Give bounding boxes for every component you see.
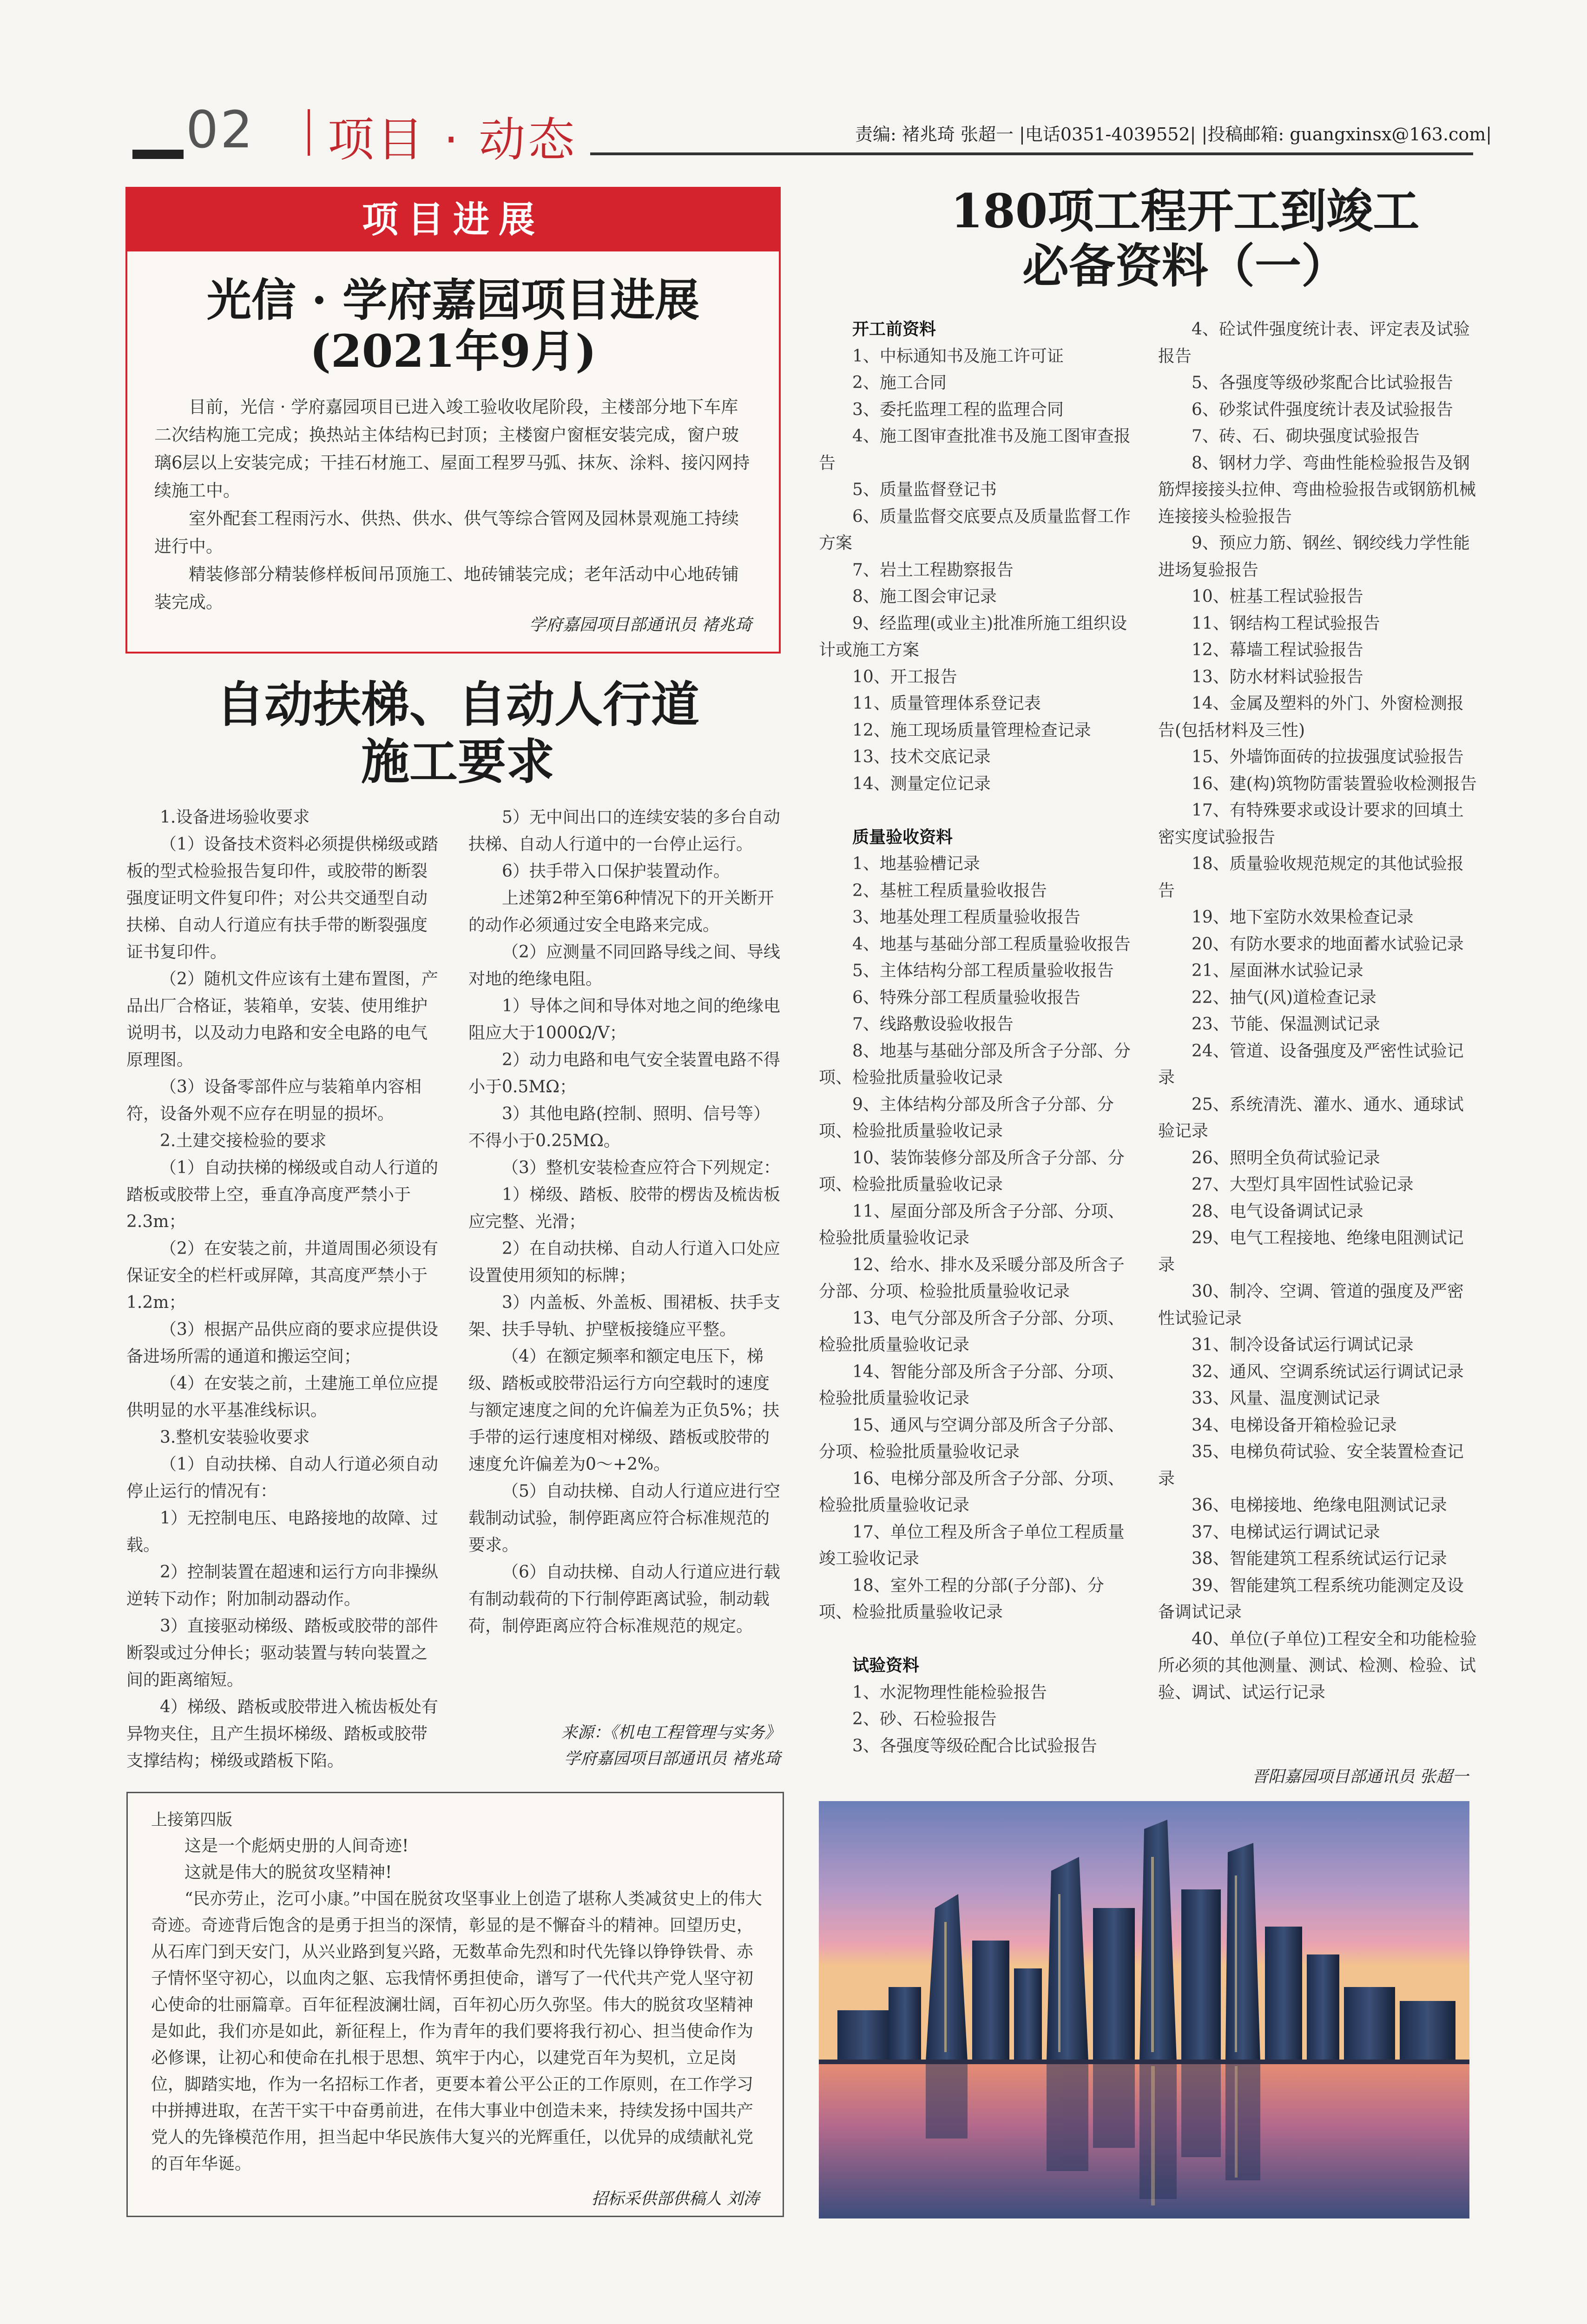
header-bar-decoration: [132, 150, 184, 159]
list-item: 13、电气分部及所含子分部、分项、检验批质量验收记录: [819, 1308, 1125, 1354]
list-item: 33、风量、温度测试记录: [1192, 1389, 1380, 1408]
list-item: 29、电气工程接地、绝缘电阻测试记录: [1158, 1228, 1464, 1274]
list-item: 13、技术交底记录: [852, 747, 991, 766]
list-item: 22、抽气(风)道检查记录: [1192, 988, 1376, 1007]
paragraph: （2）在安装之前，井道周围必须设有保证安全的栏杆或屏障，其高度严禁小于1.2m；: [126, 1239, 438, 1312]
paragraph: （1）设备技术资料必须提供梯级或踏板的型式检验报告复印件，或胶带的断裂强度证明文件复印件；对公共交通型自动扶梯、自动人行道应有扶手带的断裂强度证书复印件。: [126, 835, 438, 962]
progress-title-line1: 光信 · 学府嘉园项目进展: [206, 274, 700, 326]
list-item: 10、桩基工程试验报告: [1192, 587, 1363, 606]
list-item: 18、质量验收规范规定的其他试验报告: [1158, 854, 1464, 900]
paragraph: 2）在自动扶梯、自动人行道入口处应设置使用须知的标牌；: [468, 1239, 780, 1285]
paragraph: （2）随机文件应该有土建布置图，产品出厂合格证，装箱单，安装、使用维护说明书，以及动力电路和安全电路的电气原理图。: [126, 970, 438, 1070]
list-item: 6、质量监督交底要点及质量监督工作方案: [819, 507, 1131, 553]
paragraph: （2）应测量不同回路导线之间、导线对地的绝缘电阻。: [468, 943, 780, 989]
paragraph: 室外配套工程雨污水、供热、供水、供气等综合管网及园林景观施工持续进行中。: [154, 508, 739, 556]
list-item: 16、电梯分部及所含子分部、分项、检验批质量验收记录: [819, 1469, 1125, 1515]
list-item: 13、防水材料试验报告: [1192, 667, 1363, 687]
list-item: 2、基桩工程质量验收报告: [852, 881, 1047, 900]
list-item: 8、地基与基础分部及所含子分部、分项、检验批质量验收记录: [819, 1041, 1131, 1087]
list-section-heading: 质量验收资料: [852, 827, 953, 847]
list-item: 8、施工图会审记录: [852, 587, 997, 606]
checklist-signature: 晋阳嘉园项目部通讯员 张超一: [1251, 1768, 1468, 1786]
list-item: 8、钢材力学、弯曲性能检验报告及钢筋焊接接头拉伸、弯曲检验报告或钢筋机械连接接头检验报告: [1158, 453, 1476, 526]
continued-article-box: [126, 1792, 784, 2217]
header-divider: [308, 109, 310, 156]
spacer: [819, 1626, 1135, 1653]
list-item: 31、制冷设备试运行调试记录: [1192, 1335, 1414, 1354]
list-item: 19、地下室防水效果检查记录: [1192, 908, 1414, 927]
paragraph: （3）设备零部件应与装箱单内容相符，设备外观不应存在明显的损坏。: [126, 1077, 421, 1123]
list-item: 11、钢结构工程试验报告: [1192, 614, 1380, 633]
continued-signature: 招标采供部供稿人 刘涛: [591, 2190, 759, 2208]
city-skyline-photo: [819, 1801, 1469, 2218]
list-section-heading: 开工前资料: [852, 319, 936, 339]
list-item: 12、幕墙工程试验报告: [1192, 640, 1363, 660]
list-item: 35、电梯负荷试验、安全装置检查记录: [1158, 1442, 1464, 1488]
list-item: 10、开工报告: [852, 667, 957, 687]
list-item: 2、施工合同: [852, 373, 947, 392]
list-item: 37、电梯试运行调试记录: [1192, 1522, 1380, 1542]
list-item: 9、主体结构分部及所含子分部、分项、检验批质量验收记录: [819, 1095, 1114, 1141]
list-item: 6、特殊分部工程质量验收报告: [852, 988, 1080, 1007]
spacer: [819, 797, 1135, 824]
list-item: 20、有防水要求的地面蓄水试验记录: [1192, 934, 1464, 954]
list-item: 14、测量定位记录: [852, 774, 991, 793]
paragraph: 3）其他电路(控制、照明、信号等）不得小于0.25MΩ。: [468, 1104, 770, 1150]
paragraph: （5）自动扶梯、自动人行道应进行空载制动试验，制停距离应符合标准规范的要求。: [468, 1482, 780, 1555]
list-item: 30、制冷、空调、管道的强度及严密性试验记录: [1158, 1282, 1464, 1328]
list-item: 9、经监理(或业主)批准所施工组织设计或施工方案: [819, 614, 1127, 660]
list-item: 14、金属及塑料的外门、外窗检测报告(包括材料及三性): [1158, 694, 1464, 740]
paragraph: 这就是伟大的脱贫攻坚精神!: [184, 1863, 392, 1882]
list-item: 1、地基验槽记录: [852, 854, 980, 873]
checklist-title-line2: 必备资料（一）: [1022, 238, 1348, 293]
paragraph: （1）自动扶梯、自动人行道必须自动停止运行的情况有：: [126, 1455, 438, 1501]
list-item: 7、线路敷设验收报告: [852, 1015, 1014, 1034]
paragraph: “民亦劳止，汔可小康。”中国在脱贫攻坚事业上创造了堪称人类减贫史上的伟大奇迹。奇迹背后饱含的是勇于担当的深情，彰显的是不懈奋斗的精神。回望历史，从石库门到天安门，从兴业路到复兴路，无数革命先烈和时代先锋以铮铮铁骨、赤子情怀坚守初心，以血肉之躯、忘我情怀勇担使命，谱写了一代代共产党人坚守初心使命的壮丽篇章。百年征程波澜壮阔，百年初心历久弥坚。伟大的脱贫攻坚精神是如此，我们亦是如此，新征程上，作为青年的我们要将我行初心、担当使命作为必修课，让初心和使命在扎根于思想、筑牢于内心，以建党百年为契机，立足岗位，脚踏实地，作为一名招标工作者，更要本着公平公正的工作原则，在工作学习中拼搏进取，在苦干实干中奋勇前进，在伟大事业中创造未来，持续发扬中国共产党人的先锋模范作用，担当起中华民族伟大复兴的光辉重任，以优异的成绩献礼党的百年华诞。: [151, 1889, 762, 2173]
list-section-heading: 试验资料: [852, 1656, 920, 1675]
paragraph: 4）梯级、踏板或胶带进入梳齿板处有异物夹住，且产生损坏梯级、踏板或胶带支撑结构；梯级或踏板下陷。: [126, 1697, 438, 1770]
list-item: 17、有特殊要求或设计要求的回填土密实度试验报告: [1158, 801, 1464, 847]
paragraph: 1）导体之间和导体对地之间的绝缘电阻应大于1000Ω/V；: [468, 997, 780, 1043]
list-item: 4、施工图审查批准书及施工图审查报告: [819, 427, 1131, 473]
paragraph: 目前，光信 · 学府嘉园项目已进入竣工验收收尾阶段，主楼部分地下车库二次结构施工完成；换热站主体结构已封顶；主楼窗户窗框安装完成，窗户玻璃6层以上安装完成；干挂石材施工、屋面工程罗马弧、抹灰、涂料、接闪网持续施工中。: [154, 397, 750, 501]
paragraph: （3）根据产品供应商的要求应提供设备进场所需的通道和搬运空间；: [126, 1320, 438, 1366]
progress-title: [127, 275, 779, 377]
paragraph: （4）在安装之前，土建施工单位应提供明显的水平基准线标识。: [126, 1374, 438, 1420]
paragraph: 3.整机安装验收要求: [160, 1428, 310, 1447]
list-item: 17、单位工程及所含子单位工程质量竣工验收记录: [819, 1522, 1125, 1568]
list-item: 32、通风、空调系统试运行调试记录: [1192, 1362, 1464, 1381]
list-item: 38、智能建筑工程系统试运行记录: [1192, 1549, 1447, 1568]
paragraph: 这是一个彪炳史册的人间奇迹!: [184, 1836, 409, 1855]
checklist-title-line1: 180项工程开工到竣工: [950, 184, 1420, 238]
progress-body: [154, 393, 754, 616]
escalator-source-line: 来源：《机电工程管理与实务》: [561, 1723, 781, 1742]
escalator-column-2: [468, 804, 785, 1640]
paragraph: 1）梯级、踏板、胶带的楞齿及梳齿板应完整、光滑；: [468, 1185, 780, 1231]
list-item: 15、外墙饰面砖的拉拔强度试验报告: [1192, 747, 1464, 766]
list-item: 4、地基与基础分部工程质量验收报告: [852, 934, 1131, 954]
escalator-article-title: [139, 676, 776, 790]
list-item: 39、智能建筑工程系统功能测定及设备调试记录: [1158, 1576, 1464, 1622]
paragraph: 6）扶手带入口保护装置动作。: [502, 862, 730, 881]
list-item: 34、电梯设备开箱检验记录: [1192, 1415, 1397, 1435]
paragraph: 上述第2种至第6种情况下的开关断开的动作必须通过安全电路来完成。: [468, 889, 774, 935]
list-item: 3、各强度等级砼配合比试验报告: [852, 1736, 1097, 1756]
escalator-source: [479, 1720, 781, 1772]
escalator-signature: 学府嘉园项目部通讯员 褚兆琦: [564, 1750, 781, 1768]
list-item: 3、委托监理工程的监理合同: [852, 400, 1064, 419]
list-item: 1、中标通知书及施工许可证: [852, 346, 1064, 366]
list-item: 25、系统清洗、灌水、通水、通球试验记录: [1158, 1095, 1464, 1141]
paragraph: 2）控制装置在超速和运行方向非操纵逆转下动作；附加制动器动作。: [126, 1563, 438, 1609]
list-item: 12、给水、排水及采暖分部及所含子分部、分项、检验批质量验收记录: [819, 1255, 1125, 1301]
list-item: 18、室外工程的分部(子分部)、分项、检验批质量验收记录: [819, 1576, 1104, 1622]
editor-info: 责编: 褚兆琦 张超一 |电话0351-4039552| |投稿邮箱: guangxinsx@163.com|: [855, 124, 1492, 145]
list-item: 15、通风与空调分部及所含子分部、分项、检验批质量验收记录: [819, 1415, 1125, 1461]
list-item: 3、地基处理工程质量验收报告: [852, 908, 1080, 927]
list-item: 40、单位(子单位)工程安全和功能检验所必须的其他测量、测试、检测、检验、试验、调试、试运行记录: [1158, 1629, 1477, 1702]
escalator-title-line2: 施工要求: [361, 733, 554, 790]
paragraph: 2.土建交接检验的要求: [160, 1131, 327, 1150]
checklist-column-1: [819, 316, 1135, 1759]
list-item: 36、电梯接地、绝缘电阻测试记录: [1192, 1496, 1447, 1515]
checklist-article-title: [860, 184, 1510, 293]
continued-lead: 上接第四版: [151, 1811, 233, 1829]
skyline-illustration: [819, 1801, 1469, 2218]
paragraph: 1）无控制电压、电路接地的故障、过载。: [126, 1509, 438, 1555]
project-progress-box: [125, 187, 781, 654]
list-item: 7、砖、石、砌块强度试验报告: [1192, 427, 1420, 446]
list-item: 5、质量监督登记书: [852, 480, 997, 499]
list-item: 12、施工现场质量管理检查记录: [852, 720, 1091, 740]
list-item: 21、屋面淋水试验记录: [1192, 961, 1363, 980]
paragraph: 精装修部分精装修样板间吊顶施工、地砖铺装完成；老年活动中心地砖铺装完成。: [154, 564, 739, 612]
list-item: 24、管道、设备强度及严密性试验记录: [1158, 1041, 1464, 1087]
list-item: 6、砂浆试件强度统计表及试验报告: [1192, 400, 1453, 419]
list-item: 11、屋面分部及所含子分部、分项、检验批质量验收记录: [819, 1202, 1125, 1248]
paragraph: 3）内盖板、外盖板、围裙板、扶手支架、扶手导轨、护壁板接缝应平整。: [468, 1293, 780, 1339]
paragraph: （3）整机安装检查应符合下列规定：: [502, 1158, 780, 1177]
paragraph: （1）自动扶梯的梯级或自动人行道的踏板或胶带上空，垂直净高度严禁小于2.3m；: [126, 1158, 438, 1231]
paragraph: 1.设备进场验收要求: [160, 808, 310, 827]
list-item: 26、照明全负荷试验记录: [1192, 1148, 1380, 1168]
list-item: 4、砼试件强度统计表、评定表及试验报告: [1158, 320, 1470, 366]
paragraph: （6）自动扶梯、自动人行道应进行载有制动载荷的下行制停距离试验，制动载荷，制停距离应符合标准规范的规定。: [468, 1563, 780, 1636]
list-item: 14、智能分部及所含子分部、分项、检验批质量验收记录: [819, 1362, 1125, 1408]
checklist-column-2: [1158, 316, 1479, 1706]
list-item: 9、预应力筋、钢丝、钢绞线力学性能进场复验报告: [1158, 534, 1470, 580]
list-item: 11、质量管理体系登记表: [852, 694, 1041, 713]
paragraph: 2）动力电路和电气安全装置电路不得小于0.5MΩ；: [468, 1050, 780, 1096]
progress-banner: 项目进展: [127, 189, 779, 251]
list-item: 5、主体结构分部工程质量验收报告: [852, 961, 1114, 980]
paragraph: 5）无中间出口的连续安装的多台自动扶梯、自动人行道中的一台停止运行。: [468, 808, 780, 854]
page-number: 02: [186, 100, 255, 159]
escalator-title-line1: 自动扶梯、自动人行道: [216, 676, 699, 733]
escalator-column-1: [126, 804, 442, 1775]
paragraph: （4）在额定频率和额定电压下，梯级、踏板或胶带沿运行方向空载时的速度与额定速度之间的允许偏差为正负5%；扶手带的运行速度相对梯级、踏板或胶带的速度允许偏差为0～+2%。: [468, 1347, 780, 1474]
header-rule: [590, 152, 1473, 155]
list-item: 10、装饰装修分部及所含子分部、分项、检验批质量验收记录: [819, 1148, 1125, 1194]
list-item: 23、节能、保温测试记录: [1192, 1015, 1380, 1034]
list-item: 1、水泥物理性能检验报告: [852, 1683, 1047, 1702]
list-item: 7、岩土工程勘察报告: [852, 560, 1014, 580]
list-item: 2、砂、石检验报告: [852, 1710, 997, 1729]
paragraph: 3）直接驱动梯级、踏板或胶带的部件断裂或过分伸长；驱动装置与转向装置之间的距离缩短。: [126, 1617, 438, 1690]
section-title: 项目 · 动态: [328, 112, 578, 167]
progress-title-line2: (2021年9月): [309, 325, 597, 378]
list-item: 27、大型灯具牢固性试验记录: [1192, 1175, 1414, 1194]
progress-signature: 学府嘉园项目部通讯员 褚兆琦: [529, 615, 752, 634]
continued-body: [151, 1833, 764, 2177]
list-item: 5、各强度等级砂浆配合比试验报告: [1192, 373, 1453, 392]
list-item: 28、电气设备调试记录: [1192, 1202, 1363, 1221]
list-item: 16、建(构)筑物防雷装置验收检测报告: [1192, 774, 1477, 793]
